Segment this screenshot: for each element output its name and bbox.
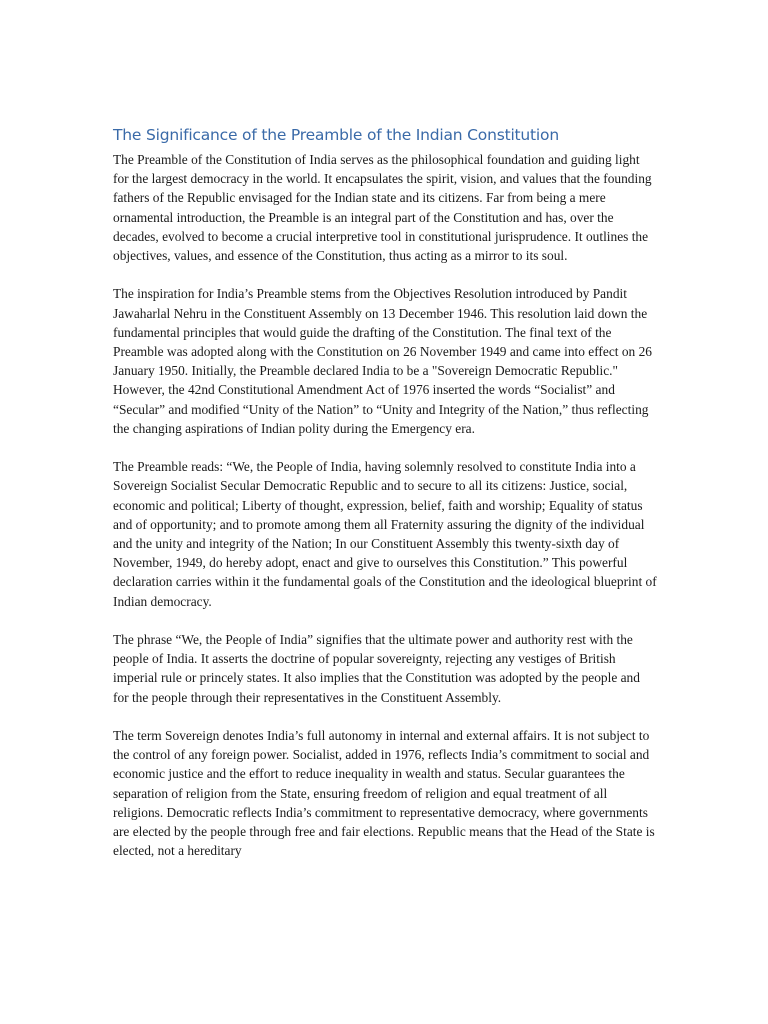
paragraph-history: The inspiration for India’s Preamble stems from the Objectives Resolution introduced by Pandit Jawaharlal Nehru in the Constituent Assembly on 13 December 1946. This resolution laid down the fundamental principles that would guide the drafting of the Constitution. The final text of the Preamble was adopted along with the Constitution on 26 November 1949 and came into effect on 26 January 1950. Initially, the Preamble declared India to be a "Sovereign Democratic Republic." However, the 42nd Constitutional Amendment Act of 1976 inserted the words “Socialist” and “Secular” and modified “Unity of the Nation” to “Unity and Integrity of the Nation,” thus reflecting the changing aspirations of Indian polity during the Emergency era. [113,286,652,436]
document-page [113,124,658,880]
paragraph-key-terms: The term Sovereign denotes India’s full autonomy in internal and external affairs. It is not subject to the control of any foreign power. Socialist, added in 1976, reflects India’s commitment to social and economic justice and the effort to reduce inequality in wealth and status. Secular guarantees the separation of religion from the State, ensuring freedom of religion and equal treatment of all religions. Democratic reflects India’s commitment to representative democracy, where governments are elected by the people through free and fair elections. Republic means that the Head of the State is elected, not a hereditary [113,728,655,859]
document-title: The Significance of the Preamble of the Indian Constitution [113,126,559,144]
paragraph-intro: The Preamble of the Constitution of India serves as the philosophical foundation and guiding light for the largest democracy in the world. It encapsulates the spirit, vision, and values that the founding fathers of the Republic envisaged for the Indian state and its citizens. Far from being a mere ornamental introduction, the Preamble is an integral part of the Constitution and has, over the decades, evolved to become a crucial interpretive tool in constitutional jurisprudence. It outlines the objectives, values, and essence of the Constitution, thus acting as a mirror to its soul. [113,152,652,264]
paragraph-we-the-people: The phrase “We, the People of India” signifies that the ultimate power and authority rest with the people of India. It asserts the doctrine of popular sovereignty, rejecting any vestiges of British imperial rule or princely states. It also implies that the Constitution was adopted by the people and for the people through their representatives in the Constituent Assembly. [113,632,640,705]
paragraph-preamble-text: The Preamble reads: “We, the People of India, having solemnly resolved to constitute India into a Sovereign Socialist Secular Democratic Republic and to secure to all its citizens: Justice, social, economic and political; Liberty of thought, expression, belief, faith and worship; Equality of status and of opportunity; and to promote among them all Fraternity assuring the dignity of the individual and the unity and integrity of the Nation; In our Constituent Assembly this twenty-sixth day of November, 1949, do hereby adopt, enact and give to ourselves this Constitution.” This powerful declaration carries within it the fundamental goals of the Constitution and the ideological blueprint of Indian democracy. [113,459,657,609]
